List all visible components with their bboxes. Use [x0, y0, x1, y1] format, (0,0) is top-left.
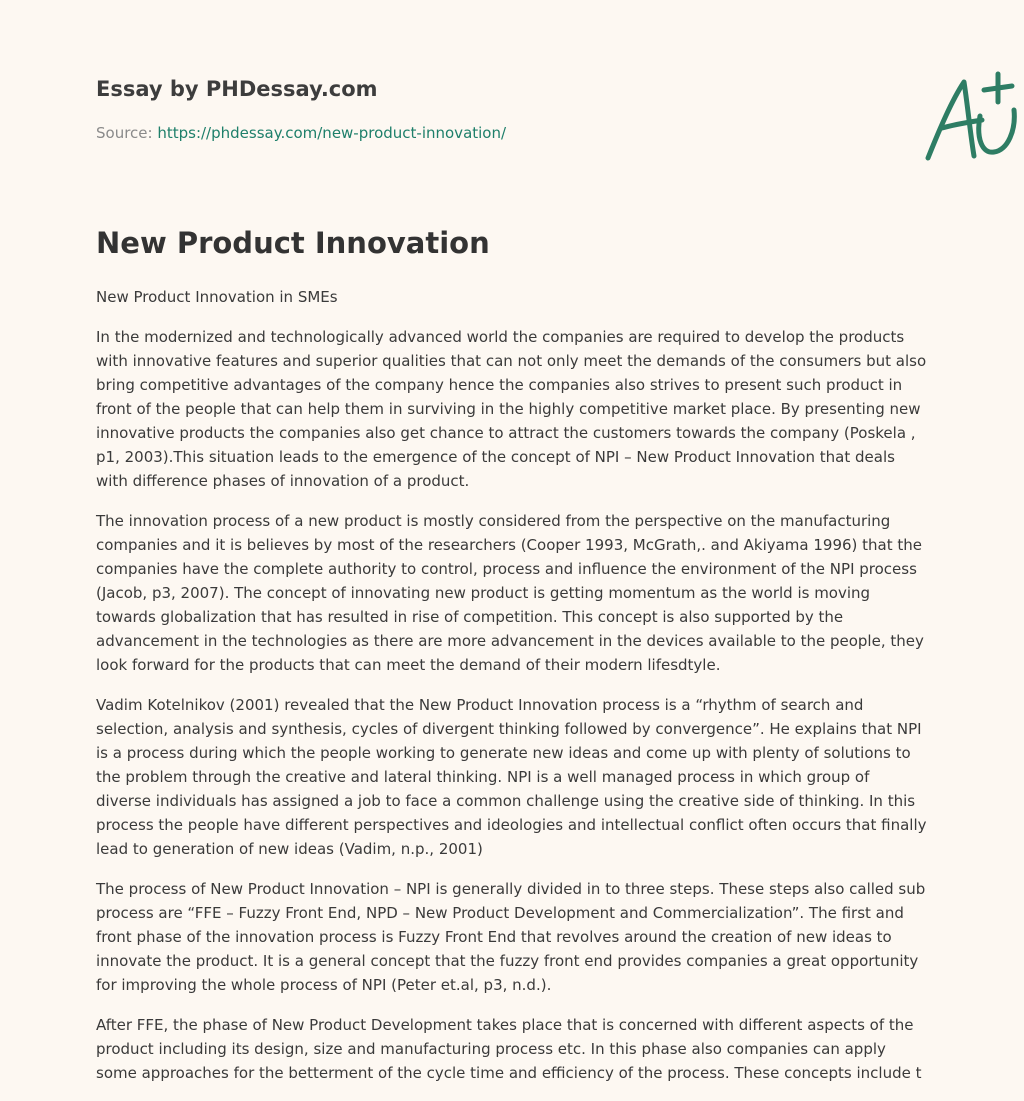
essay-body	[96, 285, 928, 1101]
essay-subtitle: New Product Innovation in SMEs	[96, 288, 338, 306]
brand-title: Essay by PHDessay.com	[96, 77, 378, 101]
a-plus-logo-icon	[918, 68, 1024, 168]
essay-paragraph: After FFE, the phase of New Product Development takes place that is concerned with different aspects of the product including its design, size and manufacturing process etc. In this phase also companies can apply some approaches for the betterment of the cycle time and efficiency of the process. These concepts include t	[96, 1016, 922, 1082]
source-label: Source:	[96, 124, 158, 142]
essay-paragraph: In the modernized and technologically advanced world the companies are required to develop the products with innovative features and superior qualities that can not only meet the demands of the consumers but also bring competitive advantages of the company hence the companies also strives to present such product in front of the people that can help them in surviving in the highly competitive market place. By presenting new innovative products the companies also get chance to attract the customers towards the company (Poskela , p1, 2003).This situation leads to the emergence of the concept of NPI – New Product Innovation that deals with difference phases of innovation of a product.	[96, 328, 927, 490]
essay-paragraph: Vadim Kotelnikov (2001) revealed that the New Product Innovation process is a “rhythm of search and selection, analysis and synthesis, cycles of divergent thinking followed by convergence”. He explains that NPI is a process during which the people working to generate new ideas and come up with plenty of solutions to the problem through the creative and lateral thinking. NPI is a well managed process in which group of diverse individuals has assigned a job to face a common challenge using the creative side of thinking. In this process the people have different perspectives and ideologies and intellectual conflict often occurs that finally lead to generation of new ideas (Vadim, n.p., 2001)	[96, 696, 927, 858]
essay-paragraph: The innovation process of a new product is mostly considered from the perspective on the manufacturing companies and it is believes by most of the researchers (Cooper 1993, McGrath,. and Akiyama 1996) that the companies have the complete authority to control, process and influence the environment of the NPI process (Jacob, p3, 2007). The concept of innovating new product is getting momentum as the world is moving towards globalization that has resulted in rise of competition. This concept is also supported by the advancement in the technologies as there are more advancement in the devices available to the people, they look forward for the products that can meet the demand of their modern lifesdtyle.	[96, 512, 924, 674]
source-link[interactable]: https://phdessay.com/new-product-innovation/	[157, 124, 507, 142]
essay-title: New Product Innovation	[96, 226, 490, 260]
source-line	[96, 124, 506, 142]
essay-paragraph: The process of New Product Innovation – NPI is generally divided in to three steps. These steps also called sub process are “FFE – Fuzzy Front End, NPD – New Product Development and Commercialization”. The first and front phase of the innovation process is Fuzzy Front End that revolves around the creation of new ideas to innovate the product. It is a general concept that the fuzzy front end provides companies a great opportunity for improving the whole process of NPI (Peter et.al, p3, n.d.).	[96, 880, 926, 994]
